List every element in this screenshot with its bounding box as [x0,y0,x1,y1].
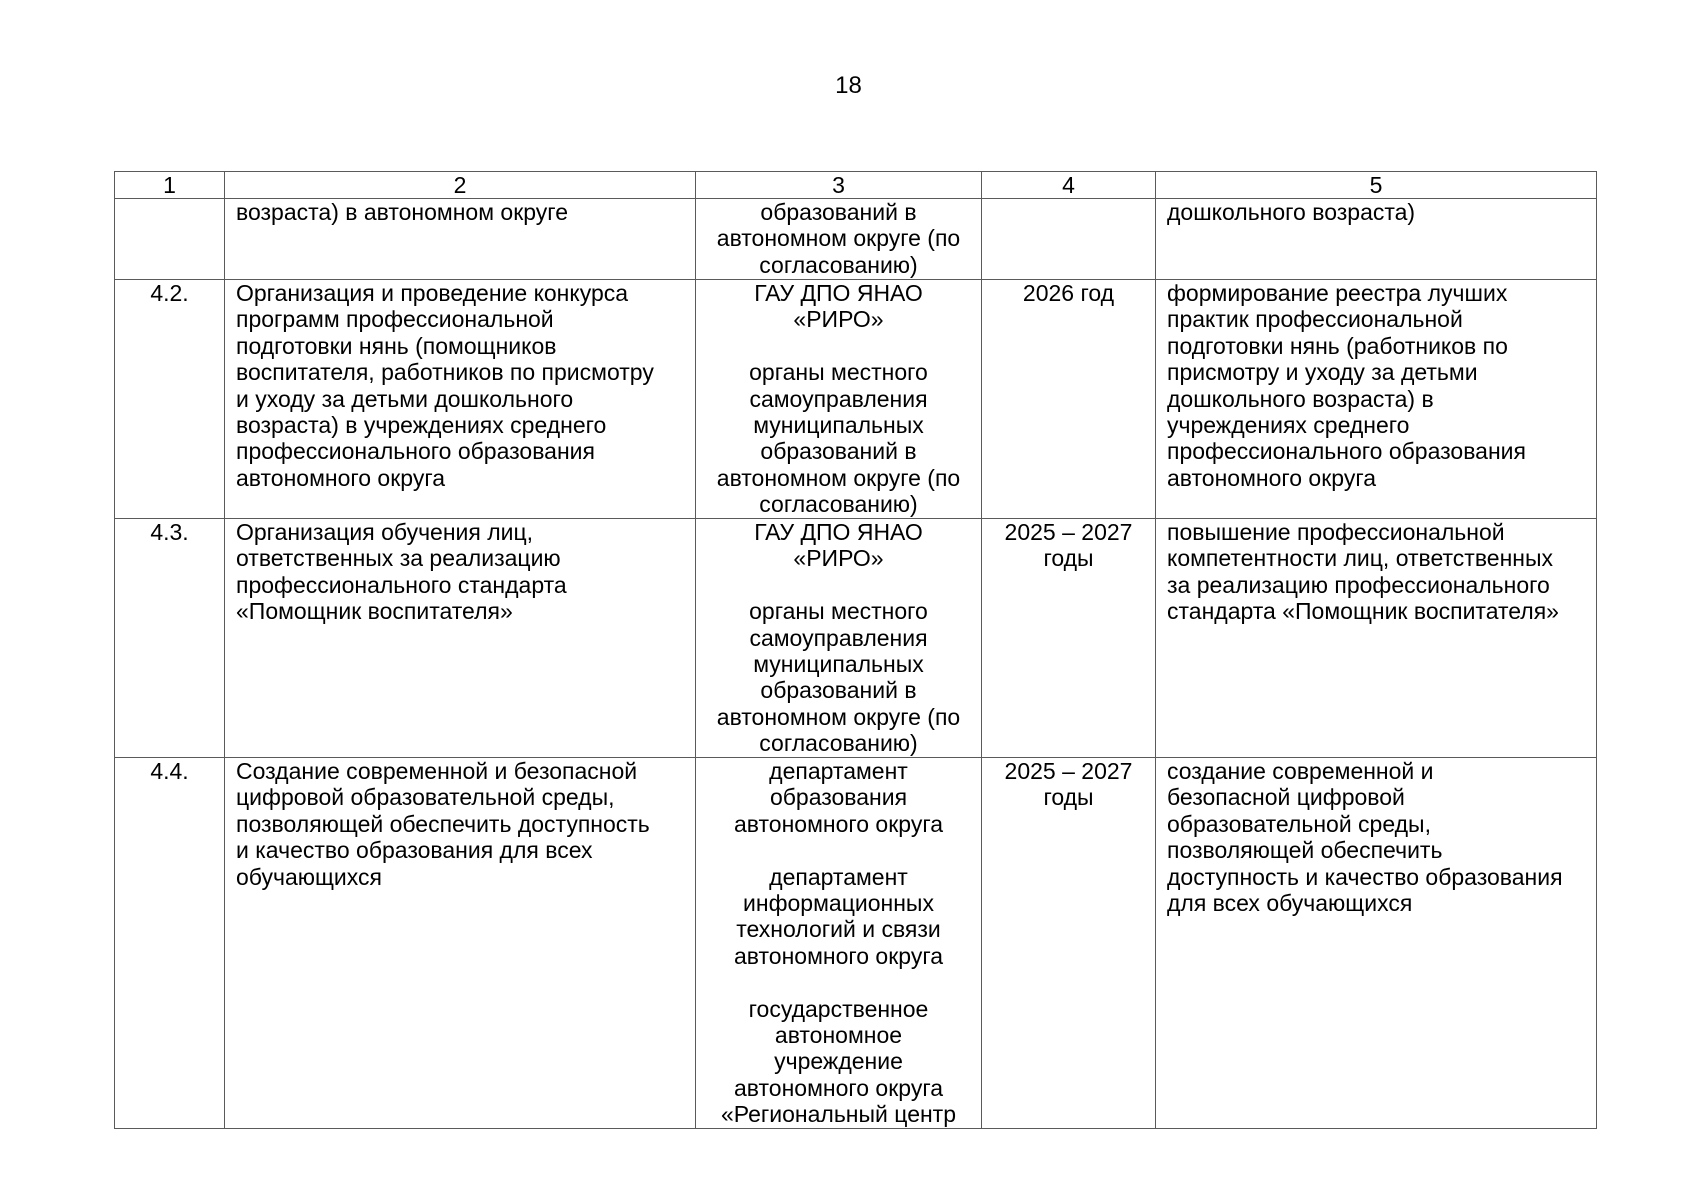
column-header-4: 4 [982,172,1156,199]
cell-text-line: 4.2. [150,280,189,306]
cell-text-line: формирование реестра лучших [1167,280,1508,306]
cell-text-line: самоуправления [749,385,928,412]
cell-text-line: цифровой образовательной среды, [236,784,615,811]
cell-text-line: образований в [760,438,917,465]
cell-text-line: Организация обучения лиц, [236,519,534,545]
cell-text-line: органы местного [749,359,928,386]
cell-text-line: годы [1043,545,1094,572]
cell-responsible [696,199,982,280]
cell-text-line: автономного округа [236,464,445,491]
cell-text-line: профессионального стандарта [236,571,567,598]
cell-text-line: для всех обучающихся [1167,890,1413,917]
cell-term [982,280,1156,519]
cell-text-line: Создание современной и безопасной [236,758,638,784]
cell-measure-name [225,280,696,519]
cell-text-line: информационных [743,890,934,917]
cell-text-line: автономном округе (по [716,703,961,730]
cell-measure-name [225,758,696,1129]
cell-text-line: дошкольного возраста) [1167,199,1416,225]
column-header-3: 3 [696,172,982,199]
cell-text-line: автономного округа [734,810,943,837]
cell-text-line: 2025 – 2027 [1004,758,1133,784]
cell-term [982,758,1156,1129]
cell-text-line: автономное [774,1022,903,1049]
cell-text-line: «РИРО» [793,545,884,572]
cell-text-line: профессионального образования [1167,438,1526,465]
cell-text-line: образований в [760,677,917,704]
paragraph-gap [707,333,970,359]
cell-text-line: позволяющей обеспечить [1167,837,1443,864]
cell-result [1156,280,1597,519]
cell-text-line: обучающихся [236,863,382,890]
cell-text-line: учреждение [774,1048,903,1075]
cell-text-line: автономного округа [734,942,943,969]
column-header-1: 1 [115,172,225,199]
cell-text-line: образований в [760,199,917,225]
cell-text-line: дошкольного возраста) в [1167,385,1434,412]
cell-number [115,280,225,519]
cell-text-line: подготовки нянь (помощников [236,332,557,359]
cell-text-line: 2025 – 2027 [1004,519,1133,545]
cell-text-line: доступность и качество образования [1167,863,1563,890]
measures-table [114,171,1597,1129]
cell-text-line: муниципальных [753,412,924,439]
cell-number [115,199,225,280]
cell-text-line: департамент [769,758,908,784]
cell-text-line: автономном округе (по [716,225,961,252]
paragraph-gap [707,837,970,863]
paragraph-gap [707,572,970,598]
cell-responsible [696,280,982,519]
cell-text-line: ГАУ ДПО ЯНАО [754,519,923,545]
cell-result [1156,199,1597,280]
cell-term [982,519,1156,758]
table-row [115,519,1597,758]
table-row [115,199,1597,280]
cell-measure-name [225,519,696,758]
cell-text-line: технологий и связи [736,916,941,943]
paragraph-gap [707,969,970,995]
cell-text-line: «Региональный центр [720,1101,957,1128]
cell-text-line: подготовки нянь (работников по [1167,332,1508,359]
cell-text-line: образовательной среды, [1167,810,1431,837]
cell-responsible [696,758,982,1129]
cell-text-line: образования [769,784,908,811]
cell-text-line: возраста) в учреждениях среднего [236,412,607,439]
column-header-2: 2 [225,172,696,199]
cell-text-line: повышение профессиональной [1167,519,1505,545]
cell-text-line: программ профессиональной [236,306,554,333]
cell-text-line: компетентности лиц, ответственных [1167,545,1554,572]
cell-text-line: автономном округе (по [716,464,961,491]
cell-text-line: профессионального образования [236,438,595,465]
table-row [115,758,1597,1129]
cell-text-line: практик профессиональной [1167,306,1463,333]
cell-text-line: 2026 год [1022,280,1115,306]
cell-text-line: ГАУ ДПО ЯНАО [754,280,923,306]
cell-text-line: согласованию) [759,491,918,518]
table-header-row [115,172,1597,199]
cell-text-line: позволяющей обеспечить доступность [236,810,650,837]
cell-text-line: органы местного [749,598,928,625]
cell-text-line: государственное [748,995,929,1022]
cell-text-line: воспитателя, работников по присмотру [236,359,654,386]
cell-number [115,758,225,1129]
cell-text-line: «Помощник воспитателя» [236,598,513,625]
cell-text-line: автономного округа [1167,464,1376,491]
cell-term [982,199,1156,280]
cell-text-line: департамент [769,863,908,890]
cell-text-line: «РИРО» [793,306,884,333]
cell-text-line: стандарта «Помощник воспитателя» [1167,598,1559,625]
cell-result [1156,519,1597,758]
cell-number [115,519,225,758]
cell-text-line: Организация и проведение конкурса [236,280,629,306]
table-row [115,280,1597,519]
cell-measure-name [225,199,696,280]
cell-text-line: согласованию) [759,251,918,278]
cell-text-line: учреждениях среднего [1167,412,1410,439]
cell-text-line: и качество образования для всех [236,837,593,864]
page-number: 18 [835,72,862,99]
column-header-5: 5 [1156,172,1597,199]
cell-text-line: безопасной цифровой [1167,784,1405,811]
cell-text-line: годы [1043,784,1094,811]
cell-text-line: автономного округа [734,1074,943,1101]
cell-responsible [696,519,982,758]
cell-text-line: создание современной и [1167,758,1434,784]
cell-text-line: и уходу за детьми дошкольного [236,385,574,412]
cell-text-line: согласованию) [759,730,918,757]
cell-text-line: за реализацию профессионального [1167,571,1550,598]
cell-text-line: самоуправления [749,624,928,651]
cell-result [1156,758,1597,1129]
cell-text-line: 4.3. [150,519,189,545]
cell-text-line: возраста) в автономном округе [236,199,568,225]
cell-text-line: ответственных за реализацию [236,545,561,572]
cell-text-line: присмотру и уходу за детьми [1167,359,1478,386]
cell-text-line: муниципальных [753,651,924,678]
cell-text-line: 4.4. [150,758,189,784]
